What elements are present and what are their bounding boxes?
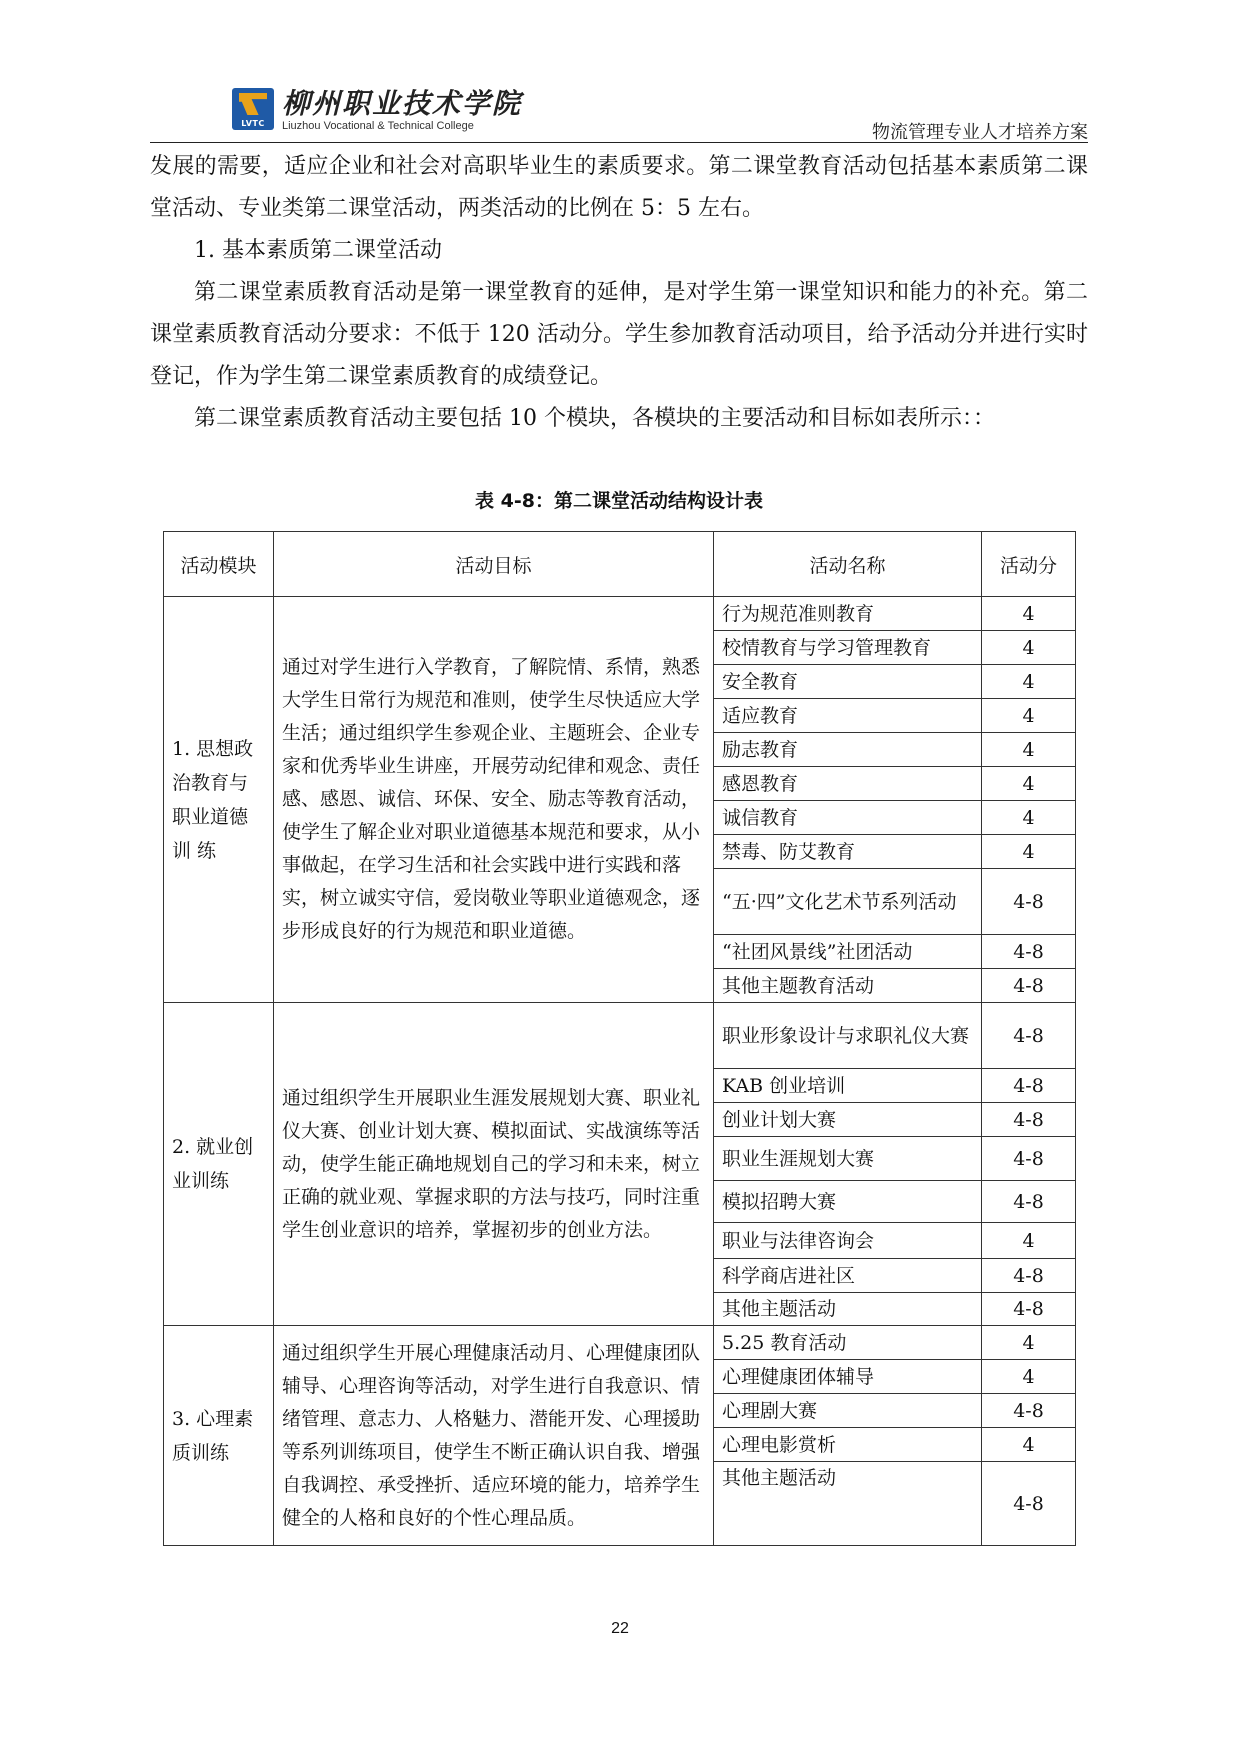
activity-points: 4-8 (982, 1394, 1076, 1428)
activity-points: 4 (982, 699, 1076, 733)
module-cell: 2. 就业创业训练 (164, 1003, 274, 1326)
paragraph: 第二课堂素质教育活动是第一课堂教育的延伸，是对学生第一课堂知识和能力的补充。第二课堂素质教育活动分要求：不低于 120 活动分。学生参加教育活动项目，给予活动分并进行实时登记，作为学生第二课堂素质教育的成绩登记。 (150, 280, 1088, 389)
activity-points: 4 (982, 665, 1076, 699)
activity-name: 职业生涯规划大赛 (714, 1137, 982, 1181)
activity-name: 创业计划大赛 (714, 1103, 982, 1137)
activity-points: 4 (982, 1360, 1076, 1394)
activity-name: 心理电影赏析 (714, 1428, 982, 1462)
activity-name: 安全教育 (714, 665, 982, 699)
activity-points: 4-8 (982, 1181, 1076, 1223)
activity-points: 4 (982, 835, 1076, 869)
body-text (150, 146, 1088, 440)
activity-points: 4 (982, 1326, 1076, 1360)
header-cell: 活动模块 (164, 532, 274, 597)
activity-name: 禁毒、防艾教育 (714, 835, 982, 869)
paragraph: 第二课堂素质教育活动主要包括 10 个模块，各模块的主要活动和目标如表所示：： (194, 406, 995, 431)
college-name-cn: 柳州职业技术学院 (282, 87, 523, 120)
college-logo-icon: LVTC (232, 88, 274, 130)
activity-name: 职业与法律咨询会 (714, 1223, 982, 1259)
activity-name: 其他主题活动 (714, 1462, 982, 1546)
activity-points: 4 (982, 767, 1076, 801)
activity-name: 其他主题活动 (714, 1293, 982, 1326)
page-header (150, 76, 1088, 146)
activity-name: 励志教育 (714, 733, 982, 767)
activity-name: 校情教育与学习管理教育 (714, 631, 982, 665)
activity-points: 4 (982, 631, 1076, 665)
paragraph: 发展的需要，适应企业和社会对高职毕业生的素质要求。第二课堂教育活动包括基本素质第二课堂活动、专业类第二课堂活动，两类活动的比例在 5：5 左右。 (150, 154, 1088, 221)
activity-name: 5.25 教育活动 (714, 1326, 982, 1360)
activity-points: 4 (982, 733, 1076, 767)
goal-cell: 通过对学生进行入学教育，了解院情、系情，熟悉大学生日常行为规范和准则，使学生尽快适应大学生活；通过组织学生参观企业、主题班会、企业专家和优秀毕业生讲座，开展劳动纪律和观念、责任感、感恩、诚信、环保、安全、励志等教育活动，使学生了解企业对职业道德基本规范和要求，从小事做起，在学习生活和社会实践中进行实践和落实，树立诚实守信，爱岗敬业等职业道德观念，逐步形成良好的行为规范和职业道德。 (274, 597, 714, 1003)
table-caption: 表 4-8：第二课堂活动结构设计表 (475, 490, 763, 512)
activity-name: 模拟招聘大赛 (714, 1181, 982, 1223)
activity-name: “五·四”文化艺术节系列活动 (714, 869, 982, 935)
activity-points: 4-8 (982, 1259, 1076, 1293)
activity-points: 4-8 (982, 869, 1076, 935)
table-row (164, 597, 1076, 631)
activity-points: 4-8 (982, 1003, 1076, 1069)
activity-points: 4-8 (982, 1462, 1076, 1546)
activity-points: 4-8 (982, 935, 1076, 969)
activity-name: 心理剧大赛 (714, 1394, 982, 1428)
goal-cell: 通过组织学生开展职业生涯发展规划大赛、职业礼仪大赛、创业计划大赛、模拟面试、实战演练等活动，使学生能正确地规划自己的学习和未来，树立正确的就业观、掌握求职的方法与技巧，同时注重学生创业意识的培养，掌握初步的创业方法。 (274, 1003, 714, 1326)
activity-name: 行为规范准则教育 (714, 597, 982, 631)
activity-points: 4-8 (982, 1069, 1076, 1103)
activity-name: 感恩教育 (714, 767, 982, 801)
module-cell: 1. 思想政治教育与职业道德训 练 (164, 597, 274, 1003)
activity-points: 4-8 (982, 1293, 1076, 1326)
module-cell: 3. 心理素质训练 (164, 1326, 274, 1546)
activity-points: 4 (982, 1223, 1076, 1259)
header-cell: 活动名称 (714, 532, 982, 597)
activity-name: 其他主题教育活动 (714, 969, 982, 1003)
activity-name: 职业形象设计与求职礼仪大赛 (714, 1003, 982, 1069)
activity-name: “社团风景线”社团活动 (714, 935, 982, 969)
activity-points: 4 (982, 1428, 1076, 1462)
table-header-row (164, 532, 1076, 597)
section-heading: 1. 基本素质第二课堂活动 (194, 238, 442, 263)
activity-points: 4-8 (982, 969, 1076, 1003)
activity-name: KAB 创业培训 (714, 1069, 982, 1103)
activity-name: 诚信教育 (714, 801, 982, 835)
header-cell: 活动目标 (274, 532, 714, 597)
goal-cell: 通过组织学生开展心理健康活动月、心理健康团队辅导、心理咨询等活动，对学生进行自我意识、情绪管理、意志力、人格魅力、潜能开发、心理援助等系列训练项目，使学生不断正确认识自我、增强自我调控、承受挫折、适应环境的能力，培养学生健全的人格和良好的个性心理品质。 (274, 1326, 714, 1546)
college-name-en: Liuzhou Vocational & Technical College (282, 120, 474, 132)
document-title: 物流管理专业人才培养方案 (872, 122, 1088, 143)
page-number: 22 (611, 1620, 629, 1637)
activity-name: 科学商店进社区 (714, 1259, 982, 1293)
table-row (164, 1003, 1076, 1069)
activity-points: 4-8 (982, 1137, 1076, 1181)
activity-points: 4 (982, 597, 1076, 631)
table-row (164, 1326, 1076, 1360)
header-cell: 活动分 (982, 532, 1076, 597)
activity-points: 4 (982, 801, 1076, 835)
activity-points: 4-8 (982, 1103, 1076, 1137)
header-divider (150, 142, 1088, 143)
activity-structure-table (163, 531, 1076, 1546)
activity-name: 心理健康团体辅导 (714, 1360, 982, 1394)
activity-name: 适应教育 (714, 699, 982, 733)
